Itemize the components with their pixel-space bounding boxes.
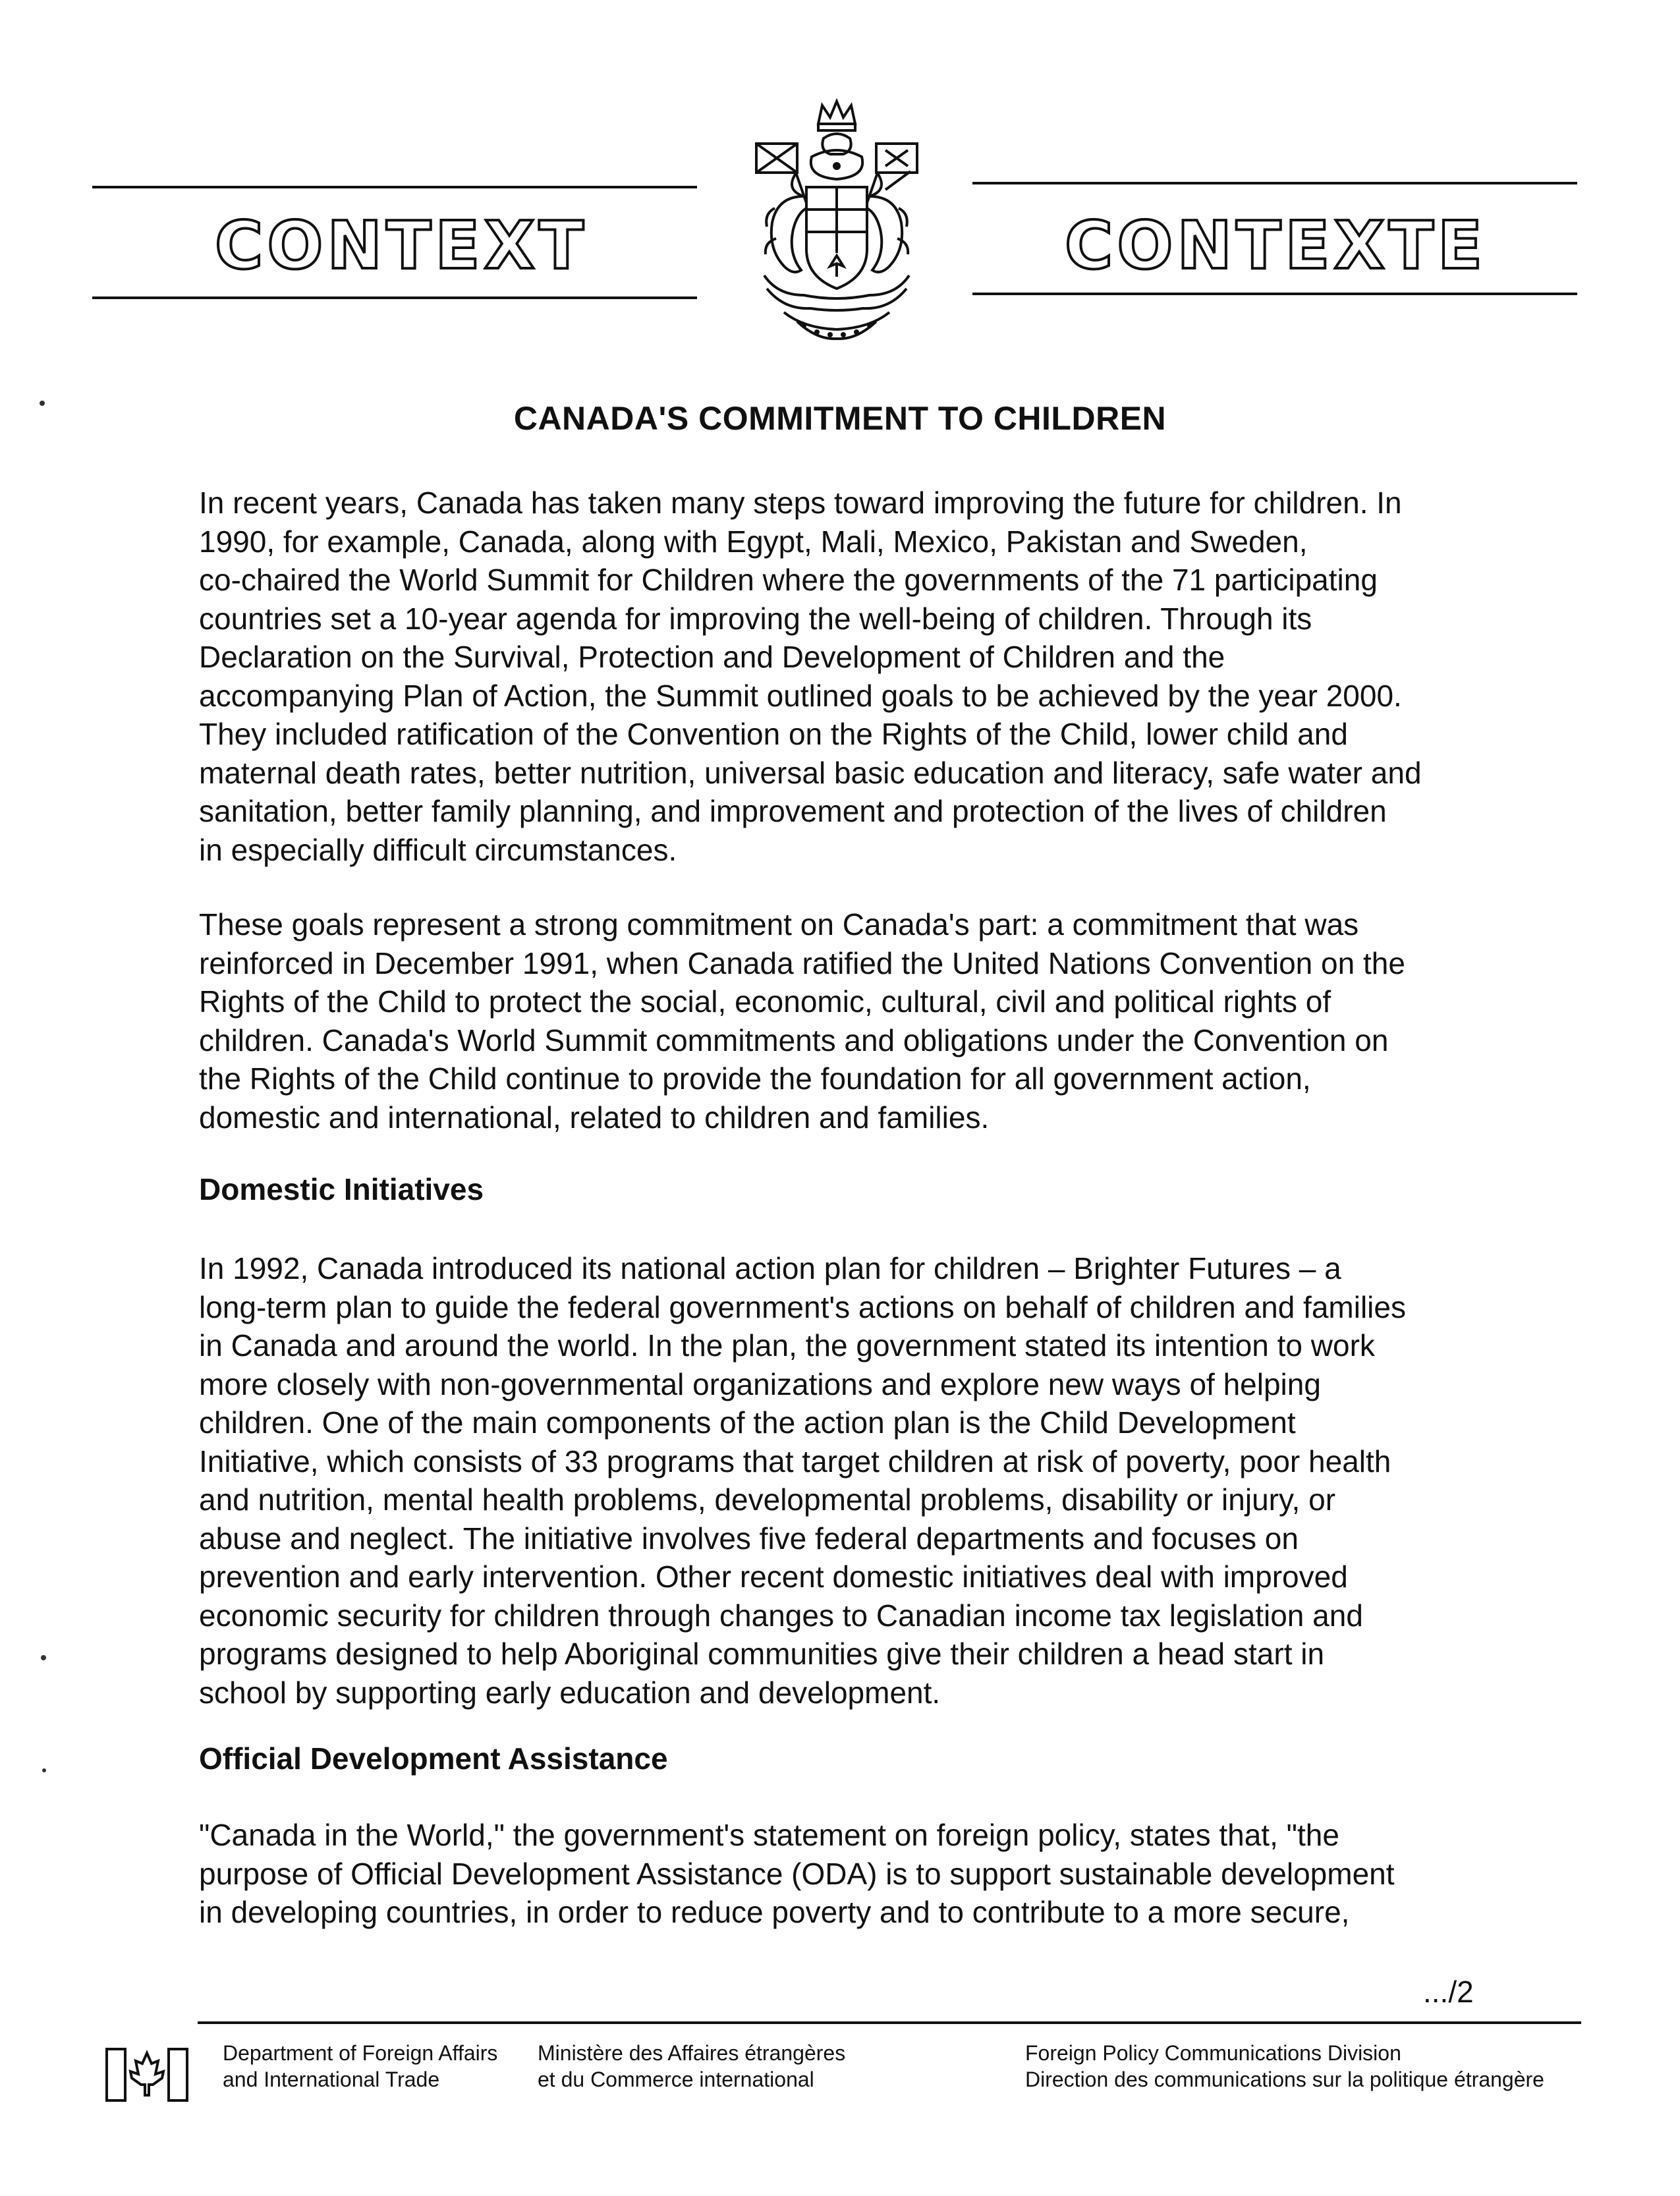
paragraph-line: in Canada and around the world. In the plan, the government stated its intention to work <box>199 1328 1375 1363</box>
paragraph-line: programs designed to help Aboriginal communities give their children a head start in <box>199 1637 1325 1671</box>
paragraph-line: maternal death rates, better nutrition, universal basic education and literacy, safe water and <box>199 755 1422 790</box>
scan-speck <box>41 1655 46 1660</box>
paragraph-domestic <box>199 1249 1484 1712</box>
footer-department-french <box>538 2040 845 2093</box>
paragraph-line: in developing countries, in order to reduce poverty and to contribute to a more secure, <box>199 1895 1350 1929</box>
scan-speck <box>42 1768 46 1772</box>
paragraph-line: co-chaired the World Summit for Children where the governments of the 71 participating <box>199 563 1378 597</box>
canada-flag-icon <box>104 2045 190 2104</box>
paragraph-line: more closely with non-governmental organizations and explore new ways of helping <box>199 1366 1321 1401</box>
footer-line: Direction des communications sur la politique étrangère <box>1025 2068 1544 2091</box>
footer-line: Ministère des Affaires étrangères <box>538 2041 846 2065</box>
paragraph-line: prevention and early intervention. Other recent domestic initiatives deal with improved <box>199 1560 1348 1594</box>
paragraph-line: purpose of Official Development Assistance (ODA) is to support sustainable development <box>199 1856 1395 1891</box>
header-rule-left-bottom <box>92 296 697 299</box>
header-word-french: CONTEXTE <box>1065 207 1487 284</box>
paragraph-line: These goals represent a strong commitment on Canada's part: a commitment that was <box>199 907 1359 942</box>
footer-line: Department of Foreign Affairs <box>223 2041 498 2065</box>
paragraph-line: school by supporting early education and development. <box>199 1675 941 1710</box>
paragraph-line: children. Canada's World Summit commitments and obligations under the Convention on <box>199 1023 1389 1057</box>
paragraph-line: long-term plan to guide the federal government's actions on behalf of children and families <box>199 1289 1406 1324</box>
header-word-english: CONTEXT <box>215 207 588 284</box>
paragraph-line: countries set a 10-year agenda for improving the well-being of children. Through its <box>199 601 1312 636</box>
paragraph-line: reinforced in December 1991, when Canada ratified the United Nations Convention on the <box>199 945 1405 980</box>
paragraph-line: accompanying Plan of Action, the Summit outlined goals to be achieved by the year 2000. <box>199 678 1402 713</box>
footer-rule <box>198 2021 1581 2024</box>
scan-speck <box>40 401 45 406</box>
paragraph-line: "Canada in the World," the government's statement on foreign policy, states that, "the <box>199 1818 1339 1852</box>
paragraph-intro <box>199 484 1484 869</box>
paragraph-oda <box>199 1816 1484 1932</box>
header-rule-right-bottom <box>972 293 1577 295</box>
footer-department-english <box>223 2040 497 2093</box>
document-title: CANADA'S COMMITMENT TO CHILDREN <box>513 400 1167 437</box>
header-rule-left-top <box>92 186 697 188</box>
header-rule-right-top <box>972 182 1577 184</box>
paragraph-line: abuse and neglect. The initiative involves five federal departments and focuses on <box>199 1521 1299 1556</box>
paragraph-line: in especially difficult circumstances. <box>199 832 677 867</box>
footer-division <box>1025 2040 1544 2093</box>
paragraph-line: They included ratification of the Convention on the Rights of the Child, lower child and <box>199 717 1348 751</box>
paragraph-commitment <box>199 905 1484 1137</box>
paragraph-line: economic security for children through changes to Canadian income tax legislation and <box>199 1598 1363 1633</box>
footer-line: Foreign Policy Communications Division <box>1025 2041 1401 2065</box>
section-heading-oda: Official Development Assistance <box>199 1741 668 1776</box>
paragraph-line: Initiative, which consists of 33 programs that target children at risk of poverty, poor health <box>199 1444 1391 1478</box>
paragraph-line: In 1992, Canada introduced its national action plan for children – Brighter Futures – a <box>199 1251 1341 1285</box>
paragraph-line: Rights of the Child to protect the social, economic, cultural, civil and political rights of <box>199 984 1331 1019</box>
footer-line: and International Trade <box>223 2068 440 2091</box>
paragraph-line: children. One of the main components of the action plan is the Child Development <box>199 1405 1296 1440</box>
footer-line: et du Commerce international <box>538 2068 814 2091</box>
paragraph-line: sanitation, better family planning, and improvement and protection of the lives of children <box>199 794 1387 828</box>
paragraph-line: In recent years, Canada has taken many steps toward improving the future for children. In <box>199 486 1402 520</box>
paragraph-line: domestic and international, related to children and families. <box>199 1100 990 1135</box>
coat-of-arms-icon <box>738 98 936 348</box>
page-continuation: .../2 <box>1423 1975 1474 2009</box>
paragraph-line: 1990, for example, Canada, along with Egypt, Mali, Mexico, Pakistan and Sweden, <box>199 524 1308 559</box>
section-heading-domestic: Domestic Initiatives <box>199 1172 484 1206</box>
paragraph-line: the Rights of the Child continue to provide the foundation for all government action, <box>199 1061 1311 1096</box>
paragraph-line: and nutrition, mental health problems, developmental problems, disability or injury, or <box>199 1482 1336 1517</box>
paragraph-line: Declaration on the Survival, Protection and Development of Children and the <box>199 640 1225 674</box>
